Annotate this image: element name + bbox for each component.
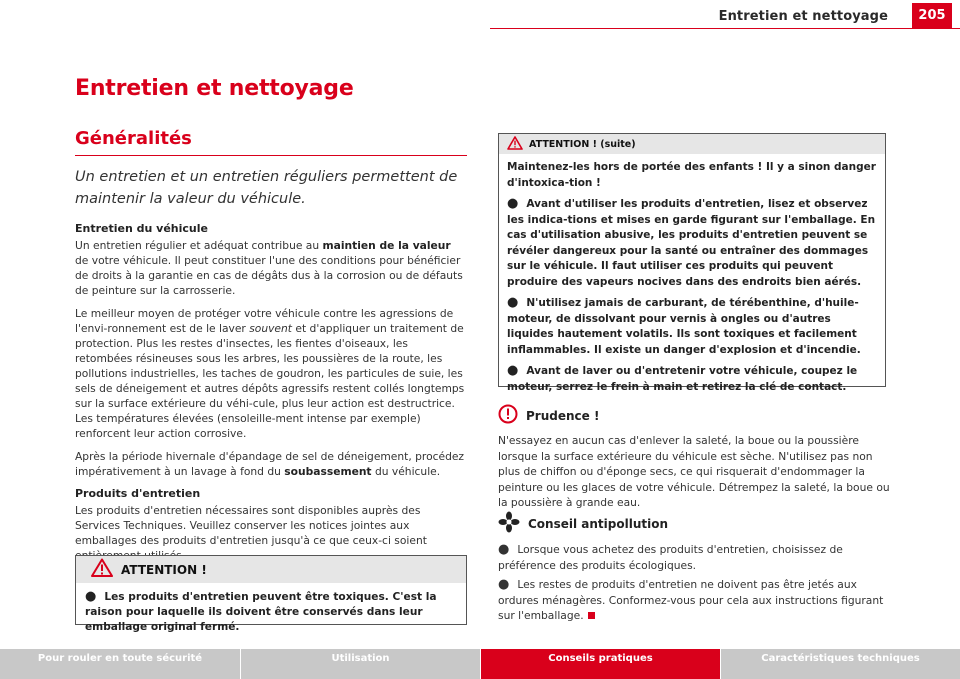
attention-continued-title: ATTENTION ! (suite) (529, 138, 636, 150)
prudence-header (498, 404, 890, 428)
prudence-title: Prudence ! (526, 409, 600, 423)
attention-box (75, 555, 467, 633)
exclamation-circle-icon (498, 404, 518, 428)
paragraph-2: Le meilleur moyen de protéger votre véhicule contre les agressions de l'envi-ronnement est de le laver souvent et d'appliquer un traitement de protection. Plus les restes d'insectes, les fientes d'oiseaux, les retombées résineuses sous les arbres, les poussières de la route, les pollutions industrielles, les taches de goudron, les particules de suie, les sels de déneigement et autres dépôts agressifs restent collés longtemps sur la surface extérieure du véhi-cule, plus leur action est destructrice. Les températures élevées (ensoleille-ment intense par exemple) renforcent leur action corrosive. (75, 307, 465, 440)
subheading-vehicle-care: Entretien du véhicule (75, 222, 208, 235)
paragraph-3: Après la période hivernale d'épandage de sel de déneigement, procédez impérativement à un lavage à fond du soubassement du véhicule. (75, 450, 465, 478)
environment-note (498, 511, 890, 628)
attention-header (76, 556, 466, 583)
chapter-title: Entretien et nettoyage (75, 76, 354, 101)
tab-safety[interactable]: Pour rouler en toute sécurité (0, 649, 240, 679)
paragraph-1: Un entretien régulier et adéquat contribue au maintien de la valeur de votre véhicule. Il peut constituer l'une des conditions pour bénéficier de droits à la garantie en cas de dégâts dus à la corrosion ou de défauts de peinture sur la carrosserie. (75, 239, 463, 297)
left-column (75, 128, 467, 571)
tab-operation[interactable]: Utilisation (240, 649, 480, 679)
section-lead: Un entretien et un entretien réguliers permettent de maintenir la valeur du véhicule. (75, 169, 458, 207)
attention-title: ATTENTION ! (121, 562, 207, 577)
end-of-section-icon (588, 612, 595, 619)
list-item: ● Avant de laver ou d'entretenir votre véhicule, coupez le moteur, serrez le frein à main et retirez la clé de contact. (507, 363, 858, 393)
attention-continued-box (498, 133, 886, 393)
list-item: ● Les restes de produits d'entretien ne doivent pas être jetés aux ordures ménagères. Conformez-vous pour cela aux instructions figurant sur l'emballage. (498, 577, 884, 622)
warning-triangle-icon (91, 558, 113, 581)
subheading-products: Produits d'entretien (75, 487, 201, 500)
tab-practical-tips[interactable]: Conseils pratiques (480, 649, 720, 679)
list-item: ● Avant d'utiliser les produits d'entretien, lisez et observez les indica-tions et mises en garde figurant sur l'emballage. En cas d'utilisation abusive, les produits d'entretien peuvent se révéler dangereux pour la santé ou entraîner des dommages sur le véhicule. Il faut utiliser ces produits qui peuvent produire des vapeurs nocives dans des endroits bien aérés. (507, 196, 876, 288)
footer-nav (0, 649, 960, 679)
section-title: Généralités (75, 128, 467, 156)
attention-continued-body (499, 154, 885, 407)
prudence-note (498, 404, 890, 511)
environment-title: Conseil antipollution (528, 517, 669, 531)
environment-body (498, 542, 890, 624)
environment-header (498, 511, 890, 537)
page-number: 205 (912, 3, 952, 28)
list-item: ● N'utilisez jamais de carburant, de térébenthine, d'huile-moteur, de dissolvant pour vernis à ongles ou d'autres liquides hautement volatils. Ils sont toxiques et facilement inflammables. Il existe un danger d'explosion et d'incendie. (507, 295, 861, 356)
attention-continued-header (499, 134, 885, 154)
prudence-text: N'essayez en aucun cas d'enlever la saleté, la boue ou la poussière lorsque la surface extérieure du véhicule est sèche. N'utilisez pas non plus de chiffon ou d'éponge secs, ce qui risquerait d'endommager la peinture ou les glaces de votre véhicule. Détrempez la saleté, la boue ou la poussière à grande eau. (498, 434, 890, 509)
attention-text: ● Les produits d'entretien peuvent être toxiques. C'est la raison pour laquelle ils doivent être conservés dans leur emballage original fermé. (85, 589, 437, 633)
running-header-title: Entretien et nettoyage (718, 9, 888, 24)
warning-triangle-icon (507, 135, 523, 154)
list-item: ● Lorsque vous achetez des produits d'entretien, choisissez de préférence des produits écologiques. (498, 542, 843, 572)
paragraph-4: Les produits d'entretien nécessaires sont disponibles auprès des Services Techniques. Veuillez conserver les notices jointes aux emballages des produits d'entretien jusqu'à ce que ceux-ci soient (75, 504, 427, 547)
leaf-flower-icon (498, 511, 520, 537)
header-rule (490, 28, 960, 29)
attention-continued-intro: Maintenez-les hors de portée des enfants ! Il y a sinon danger d'intoxica-tion ! (507, 161, 876, 189)
tab-technical-data[interactable]: Caractéristiques techniques (720, 649, 960, 679)
